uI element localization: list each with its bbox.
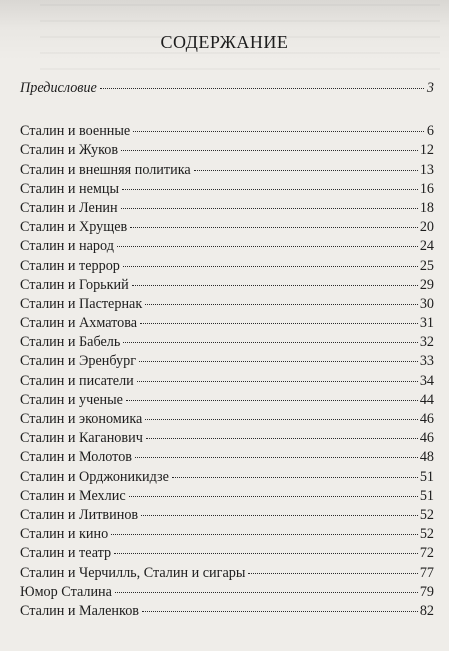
toc-row bbox=[20, 525, 434, 544]
toc-entry-title: Сталин и театр bbox=[20, 545, 112, 562]
toc-row bbox=[20, 237, 434, 256]
toc-entry-title: Сталин и Маленков bbox=[20, 602, 139, 619]
toc-entry-title: Сталин и писатели bbox=[20, 372, 134, 389]
toc-entry-title: Юмор Сталина bbox=[20, 583, 112, 600]
toc-entry-page: 3 bbox=[426, 80, 434, 96]
toc-entry-page: 46 bbox=[419, 430, 434, 447]
toc-entry-page: 72 bbox=[419, 545, 434, 562]
toc-entry-page: 18 bbox=[419, 199, 434, 216]
toc-row bbox=[20, 314, 434, 333]
toc-row bbox=[20, 333, 434, 352]
toc-entry-page: 13 bbox=[419, 161, 434, 178]
dot-leader bbox=[126, 399, 418, 401]
toc-entry-title: Сталин и Пастернак bbox=[20, 295, 143, 312]
dot-leader bbox=[248, 572, 417, 574]
toc-entry-page: 34 bbox=[419, 372, 434, 389]
dot-leader bbox=[100, 87, 424, 89]
toc-entry-title: Сталин и Жуков bbox=[20, 142, 119, 159]
dot-leader bbox=[115, 591, 418, 593]
toc-row bbox=[20, 583, 434, 602]
toc-entry-title: Сталин и внешняя политика bbox=[20, 161, 191, 178]
dot-leader bbox=[123, 265, 418, 267]
toc-entry-title: Сталин и Эренбург bbox=[20, 353, 137, 370]
toc-row bbox=[20, 295, 434, 314]
dot-leader bbox=[145, 303, 418, 305]
toc-entry-page: 6 bbox=[426, 123, 434, 140]
toc-entry-title: Сталин и немцы bbox=[20, 180, 120, 197]
dot-leader bbox=[172, 476, 418, 478]
toc-entry-page: 20 bbox=[419, 219, 434, 236]
toc-row bbox=[20, 372, 434, 391]
toc-entry-title: Сталин и кино bbox=[20, 526, 109, 543]
toc-entry-page: 51 bbox=[419, 468, 434, 485]
toc-entry-title: Сталин и Каганович bbox=[20, 430, 143, 447]
toc-row bbox=[20, 122, 434, 141]
dot-leader bbox=[111, 533, 418, 535]
section-gap bbox=[20, 98, 434, 122]
dot-leader bbox=[139, 360, 418, 362]
toc-row bbox=[20, 487, 434, 506]
toc-entry-title: Сталин и террор bbox=[20, 257, 120, 274]
dot-leader bbox=[133, 130, 424, 132]
toc-entry-title: Сталин и Ленин bbox=[20, 199, 118, 216]
toc-entry-page: 48 bbox=[419, 449, 434, 466]
toc-entry-page: 44 bbox=[419, 391, 434, 408]
table-of-contents bbox=[20, 79, 434, 621]
toc-entry-page: 79 bbox=[419, 583, 434, 600]
toc-entry-page: 46 bbox=[419, 411, 434, 427]
dot-leader bbox=[137, 380, 418, 382]
toc-entry-title: Сталин и Хрущев bbox=[20, 219, 128, 236]
toc-entry-title: Сталин и Молотов bbox=[20, 449, 132, 466]
toc-entry-page: 16 bbox=[419, 180, 434, 197]
toc-row bbox=[20, 276, 434, 295]
toc-row bbox=[20, 544, 434, 563]
toc-row bbox=[20, 429, 434, 448]
dot-leader bbox=[141, 514, 418, 516]
dot-leader bbox=[117, 245, 418, 247]
toc-row bbox=[20, 448, 434, 467]
toc-row bbox=[20, 410, 434, 429]
toc-row bbox=[20, 602, 434, 621]
dot-leader bbox=[123, 341, 417, 343]
dot-leader bbox=[130, 226, 418, 228]
page-title: СОДЕРЖАНИЕ bbox=[160, 32, 289, 52]
dot-leader bbox=[129, 495, 418, 497]
toc-row bbox=[20, 468, 434, 487]
toc-entry-title: Сталин и Литвинов bbox=[20, 506, 139, 523]
toc-entry-title: Сталин и ученые bbox=[20, 391, 123, 408]
dot-leader bbox=[140, 322, 418, 324]
toc-entry-page: 30 bbox=[419, 295, 434, 312]
toc-entry-title: Сталин и народ bbox=[20, 238, 114, 255]
toc-entry-page: 29 bbox=[419, 276, 434, 293]
toc-row bbox=[20, 257, 434, 276]
dot-leader bbox=[121, 207, 418, 209]
toc-entry-title: Сталин и Горький bbox=[20, 276, 129, 293]
toc-entry-page: 25 bbox=[419, 257, 434, 274]
toc-entry-page: 24 bbox=[419, 238, 434, 255]
dot-leader bbox=[146, 437, 418, 439]
toc-entry-page: 12 bbox=[419, 142, 434, 159]
dot-leader bbox=[122, 188, 418, 190]
dot-leader bbox=[121, 149, 418, 151]
toc-entry-page: 52 bbox=[419, 506, 434, 523]
dot-leader bbox=[145, 418, 417, 420]
toc-entry-page: 51 bbox=[419, 487, 434, 504]
toc-row bbox=[20, 199, 434, 218]
toc-row bbox=[20, 506, 434, 525]
toc-entry-title: Сталин и Орджоникидзе bbox=[20, 468, 169, 485]
toc-entry-title: Предисловие bbox=[20, 80, 97, 96]
toc-row bbox=[20, 161, 434, 180]
toc-row bbox=[20, 391, 434, 410]
toc-preface-row bbox=[20, 79, 434, 98]
toc-row bbox=[20, 141, 434, 160]
toc-row bbox=[20, 180, 434, 199]
toc-entry-title: Сталин и Мехлис bbox=[20, 487, 126, 504]
toc-entry-page: 32 bbox=[419, 334, 434, 351]
dot-leader bbox=[114, 552, 418, 554]
toc-entry-title: Сталин и экономика bbox=[20, 411, 143, 427]
dot-leader bbox=[135, 456, 418, 458]
dot-leader bbox=[142, 610, 418, 612]
dot-leader bbox=[194, 169, 418, 171]
toc-entry-title: Сталин и Бабель bbox=[20, 334, 121, 351]
toc-entry-title: Сталин и военные bbox=[20, 123, 131, 140]
toc-entry-page: 31 bbox=[419, 315, 434, 332]
toc-entry-page: 52 bbox=[419, 526, 434, 543]
toc-entry-title: Сталин и Черчилль, Сталин и сигары bbox=[20, 564, 246, 581]
toc-row bbox=[20, 352, 434, 371]
toc-entry-page: 33 bbox=[419, 353, 434, 370]
toc-entry-page: 77 bbox=[419, 564, 434, 581]
toc-row bbox=[20, 218, 434, 237]
toc-row bbox=[20, 564, 434, 583]
dot-leader bbox=[132, 284, 418, 286]
toc-entry-page: 82 bbox=[419, 602, 434, 619]
toc-entry-title: Сталин и Ахматова bbox=[20, 315, 138, 332]
